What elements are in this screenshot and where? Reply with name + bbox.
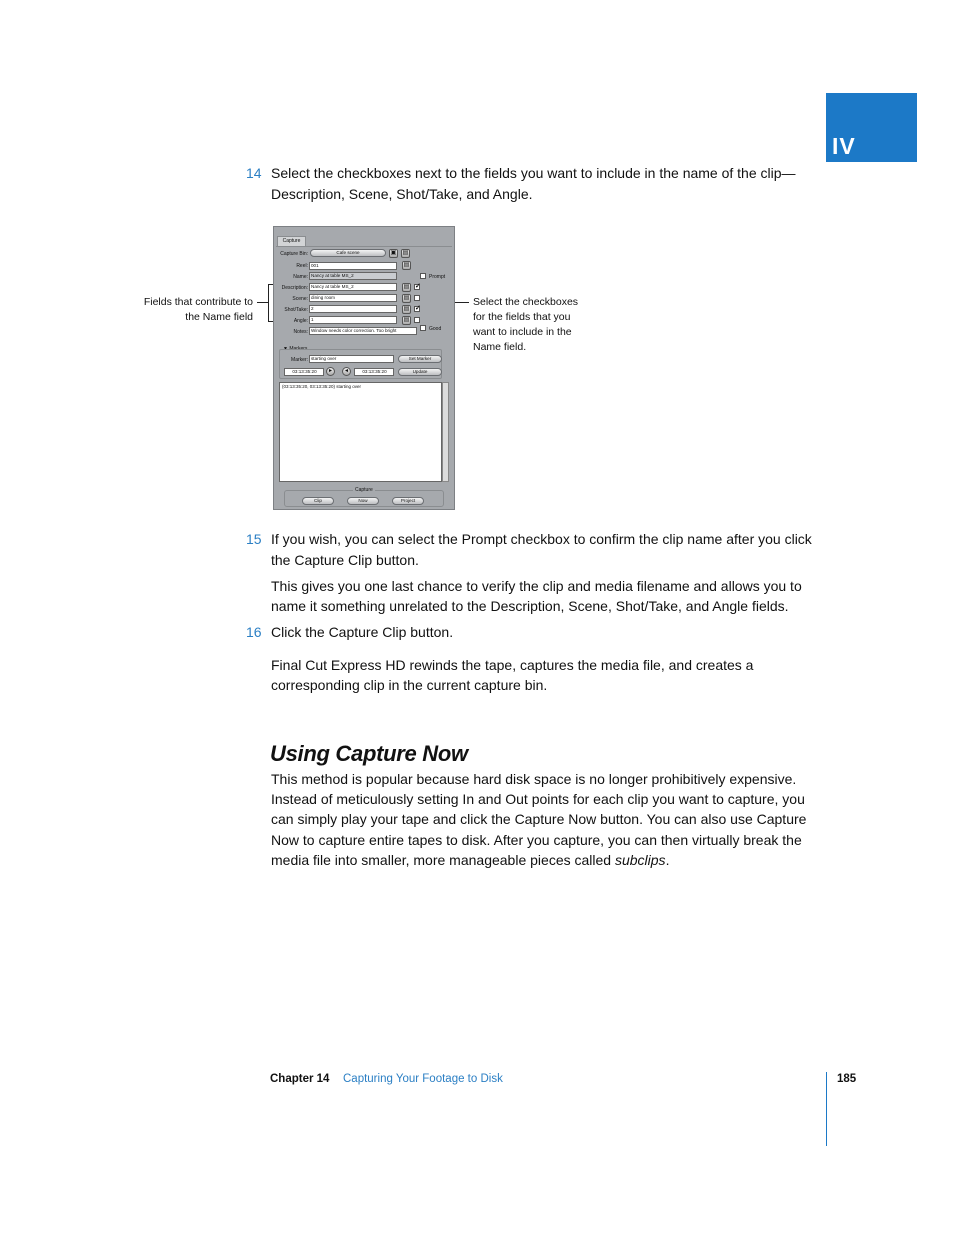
name-label: Name: — [293, 274, 308, 280]
prompt-label: Prompt — [429, 274, 446, 280]
section-body-text: This method is popular because hard disk space is no longer prohibitively expensive. Instead of meticulously setting In and Out points for each clip you want to capture, you can simply play your tape and click the Capture Now button. You can also use Capture Now to capture entire tapes to disk. After you capture, you can then virtually break the media file into smaller, more manageable pieces called — [271, 771, 807, 868]
angle-field[interactable]: 1 — [309, 316, 397, 324]
marker-out-field[interactable]: 03:13:35:20 — [354, 368, 394, 376]
callout-right-line: want to include in the — [473, 326, 572, 338]
shot-checkbox[interactable]: ✓ — [415, 305, 421, 312]
marker-field[interactable]: starting over — [309, 355, 394, 363]
step-text: If you wish, you can select the Prompt checkbox to confirm the clip name after you click the Capture Clip button. — [271, 531, 812, 568]
bracket-left — [268, 284, 269, 322]
capture-now-button[interactable]: Now — [347, 497, 379, 505]
angle-label: Angle: — [293, 318, 308, 324]
step-text: Select the checkboxes next to the fields you want to include in the name of the clip—Description, Scene, Shot/Take, and Angle. — [271, 165, 796, 202]
set-marker-button[interactable]: Set Marker — [398, 355, 442, 363]
reel-field[interactable]: 001 — [309, 262, 397, 270]
scene-label: Scene: — [292, 296, 308, 302]
notes-field[interactable]: Window needs color correction. Too bright — [309, 327, 417, 335]
log-scrollbar[interactable] — [442, 382, 449, 482]
footer-divider — [826, 1072, 827, 1146]
page-number: 185 — [837, 1073, 857, 1085]
good-label: Good — [429, 326, 442, 332]
folder-icon[interactable]: ▣ — [390, 250, 397, 256]
step-number: 14 — [246, 165, 262, 181]
clapper-icon[interactable]: ▤ — [403, 306, 410, 312]
footer-chapter: Chapter 14 — [270, 1073, 330, 1085]
callout-right-line: for the fields that you — [473, 311, 571, 323]
tab-capture[interactable]: Capture — [277, 236, 306, 246]
marker-label: Marker: — [291, 357, 308, 363]
callout-right-line: Name field. — [473, 341, 527, 353]
clapper-icon[interactable]: ▤ — [403, 284, 410, 290]
tab-divider — [276, 246, 452, 247]
clapper-icon[interactable]: ▤ — [403, 317, 410, 323]
step-text: Click the Capture Clip button. — [271, 624, 454, 640]
prompt-checkbox[interactable] — [420, 273, 426, 279]
callout-right — [473, 295, 593, 355]
description-label: Description: — [281, 285, 308, 291]
angle-checkbox[interactable] — [414, 317, 420, 323]
scene-field[interactable]: dining room — [309, 294, 397, 302]
section-body-end: . — [665, 851, 670, 868]
section-heading: Using Capture Now — [270, 741, 468, 766]
step-number: 15 — [246, 531, 262, 547]
mark-in-icon[interactable]: ▸ — [326, 367, 335, 376]
marker-in-field[interactable]: 03:13:35:20 — [284, 368, 324, 376]
scene-checkbox[interactable] — [414, 295, 420, 301]
log-entry[interactable]: (03:13:35:20, 03:13:35:20) starting over — [282, 384, 362, 389]
marker-log[interactable] — [279, 382, 442, 482]
capture-group-label: Capture — [355, 487, 373, 493]
callout-right-line: Select the checkboxes — [473, 296, 579, 308]
capture-clip-button[interactable]: Clip — [302, 497, 334, 505]
step-15-note: This gives you one last chance to verify the clip and media filename and allows you to name it something unrelated to the Description, Scene, Shot/Take, and Angle fields. — [271, 578, 802, 615]
step-16-note: Final Cut Express HD rewinds the tape, captures the media file, and creates a corresponding clip in the current capture bin. — [271, 657, 754, 694]
shot-label: Shot/Take: — [284, 307, 308, 313]
section-body-emphasis: subclips — [614, 851, 666, 868]
go-to-in-icon[interactable]: ◂ — [342, 367, 351, 376]
callout-left-line: Fields that contribute to — [143, 296, 253, 308]
part-tab-label: IV — [832, 133, 856, 159]
shot-field[interactable]: 2 — [309, 305, 397, 313]
step-number: 16 — [246, 624, 262, 640]
good-checkbox[interactable] — [420, 325, 426, 331]
description-checkbox[interactable]: ✓ — [415, 283, 421, 290]
capture-window — [273, 226, 455, 510]
capture-bin-label: Capture Bin: — [280, 251, 308, 257]
markers-label: Markers — [289, 346, 308, 352]
capture-project-button[interactable]: Project — [392, 497, 424, 505]
name-field: Nancy at table MS_2 — [309, 272, 397, 280]
notes-label: Notes: — [293, 329, 308, 335]
clapper-icon[interactable]: ▤ — [403, 295, 410, 301]
callout-left — [130, 295, 253, 325]
section-body — [271, 769, 827, 870]
clapper-icon[interactable]: ▤ — [402, 250, 409, 256]
markers-disclosure[interactable]: ▼ Markers — [283, 346, 308, 352]
footer-chapter-title[interactable]: Capturing Your Footage to Disk — [343, 1073, 503, 1085]
capture-bin-button[interactable]: Cafe scene — [310, 249, 386, 257]
part-tab — [826, 93, 917, 162]
description-field[interactable]: Nancy at table MS_2 — [309, 283, 397, 291]
callout-left-line: the Name field — [185, 311, 253, 323]
reel-label: Reel: — [296, 263, 308, 269]
update-button[interactable]: Update — [398, 368, 442, 376]
clapper-icon[interactable]: ▤ — [403, 262, 410, 268]
